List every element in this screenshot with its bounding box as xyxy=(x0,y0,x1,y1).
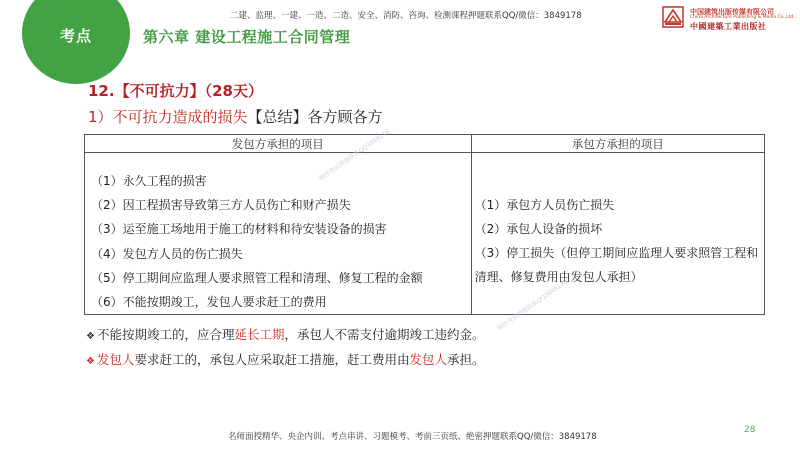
note2-part1: 要求赶工的，承包人应采取赶工措施，赶工费用由 xyxy=(134,352,410,367)
note2-red2: 发包人 xyxy=(409,352,448,367)
watermark: 制作考前押题联系QQ3849178 xyxy=(318,128,392,183)
list-item: （1）永久工程的损害 xyxy=(91,174,207,188)
logo-cn-small: 中国建筑出版传媒有限公司 xyxy=(690,8,774,16)
list-item: （5）停工期间应监理人要求照管工程和清理、修复工程的金额 xyxy=(91,270,423,285)
badge-label: 考点 xyxy=(60,27,93,45)
page-number: 28 xyxy=(744,425,756,435)
note1-part1: 不能按期竣工的，应合理 xyxy=(96,327,235,342)
section-title: 12.【不可抗力】（28天） xyxy=(88,82,263,100)
sub-title-red: 1）不可抗力造成的损失 xyxy=(88,108,248,126)
employer-cell xyxy=(85,153,472,315)
sub-title xyxy=(88,106,383,127)
list-item: （4）发包方人员的伤亡损失 xyxy=(91,246,243,261)
list-item: （2）承包人设备的损坏 xyxy=(474,222,603,236)
list-item: （3）运至施工场地用于施工的材料和待安装设备的损害 xyxy=(91,222,387,237)
list-item: （3）停工损失（但停工期间应监理人要求照管工程和清理、修复费用由发包人承担） xyxy=(474,246,759,284)
list-item: （6）不能按期竣工，发包人要求赶工的费用 xyxy=(91,294,327,309)
note1-part2: ，承包人不需支付逾期竣工违约金。 xyxy=(284,327,485,342)
contractor-list xyxy=(472,153,764,289)
logo-en: China Architecture Publishing & Media Co.,Ltd. xyxy=(690,15,795,20)
publisher-logo-icon xyxy=(662,6,684,28)
contractor-cell xyxy=(471,153,764,315)
logo-cn-big: 中國建築工業出版社 xyxy=(690,22,767,31)
note-extend-schedule xyxy=(86,325,485,343)
diamond-bullet-icon: ❖ xyxy=(86,356,95,367)
list-item: （2）因工程损害导致第三方人员伤亡和财产损失 xyxy=(91,198,351,213)
sub-title-rest: 【总结】各方顾各方 xyxy=(247,108,383,126)
employer-list xyxy=(85,153,471,314)
watermark: 制作考前押题联系QQ3849178 xyxy=(496,278,570,333)
header-employer: 发包方承担的项目 xyxy=(85,135,472,153)
header-contractor: 承包方承担的项目 xyxy=(471,135,764,153)
header-bar xyxy=(0,0,800,75)
diamond-bullet-icon: ❖ xyxy=(86,331,95,342)
top-contact-note: 二建、监理、一建、一造、二造、安全、消防、咨询、检测课程押题联系QQ/微信：3849178 xyxy=(230,11,582,21)
table-header-row xyxy=(85,135,765,153)
note2-part2: 承担。 xyxy=(447,352,485,367)
note1-red: 延长工期 xyxy=(234,327,285,342)
publisher-logo xyxy=(662,6,795,32)
note2-red1: 发包人 xyxy=(96,352,135,367)
list-item: （1）承包方人员伤亡损失 xyxy=(474,198,615,212)
loss-allocation-table xyxy=(84,134,765,315)
table-body-row xyxy=(85,153,765,315)
note-acceleration-cost xyxy=(86,350,485,368)
footer-contact-note: 名师面授精华、央企内训、考点串讲、习题模考、考前三页纸、绝密押题联系QQ/微信：3849178 xyxy=(228,432,597,442)
chapter-title: 第六章 建设工程施工合同管理 xyxy=(143,28,351,46)
